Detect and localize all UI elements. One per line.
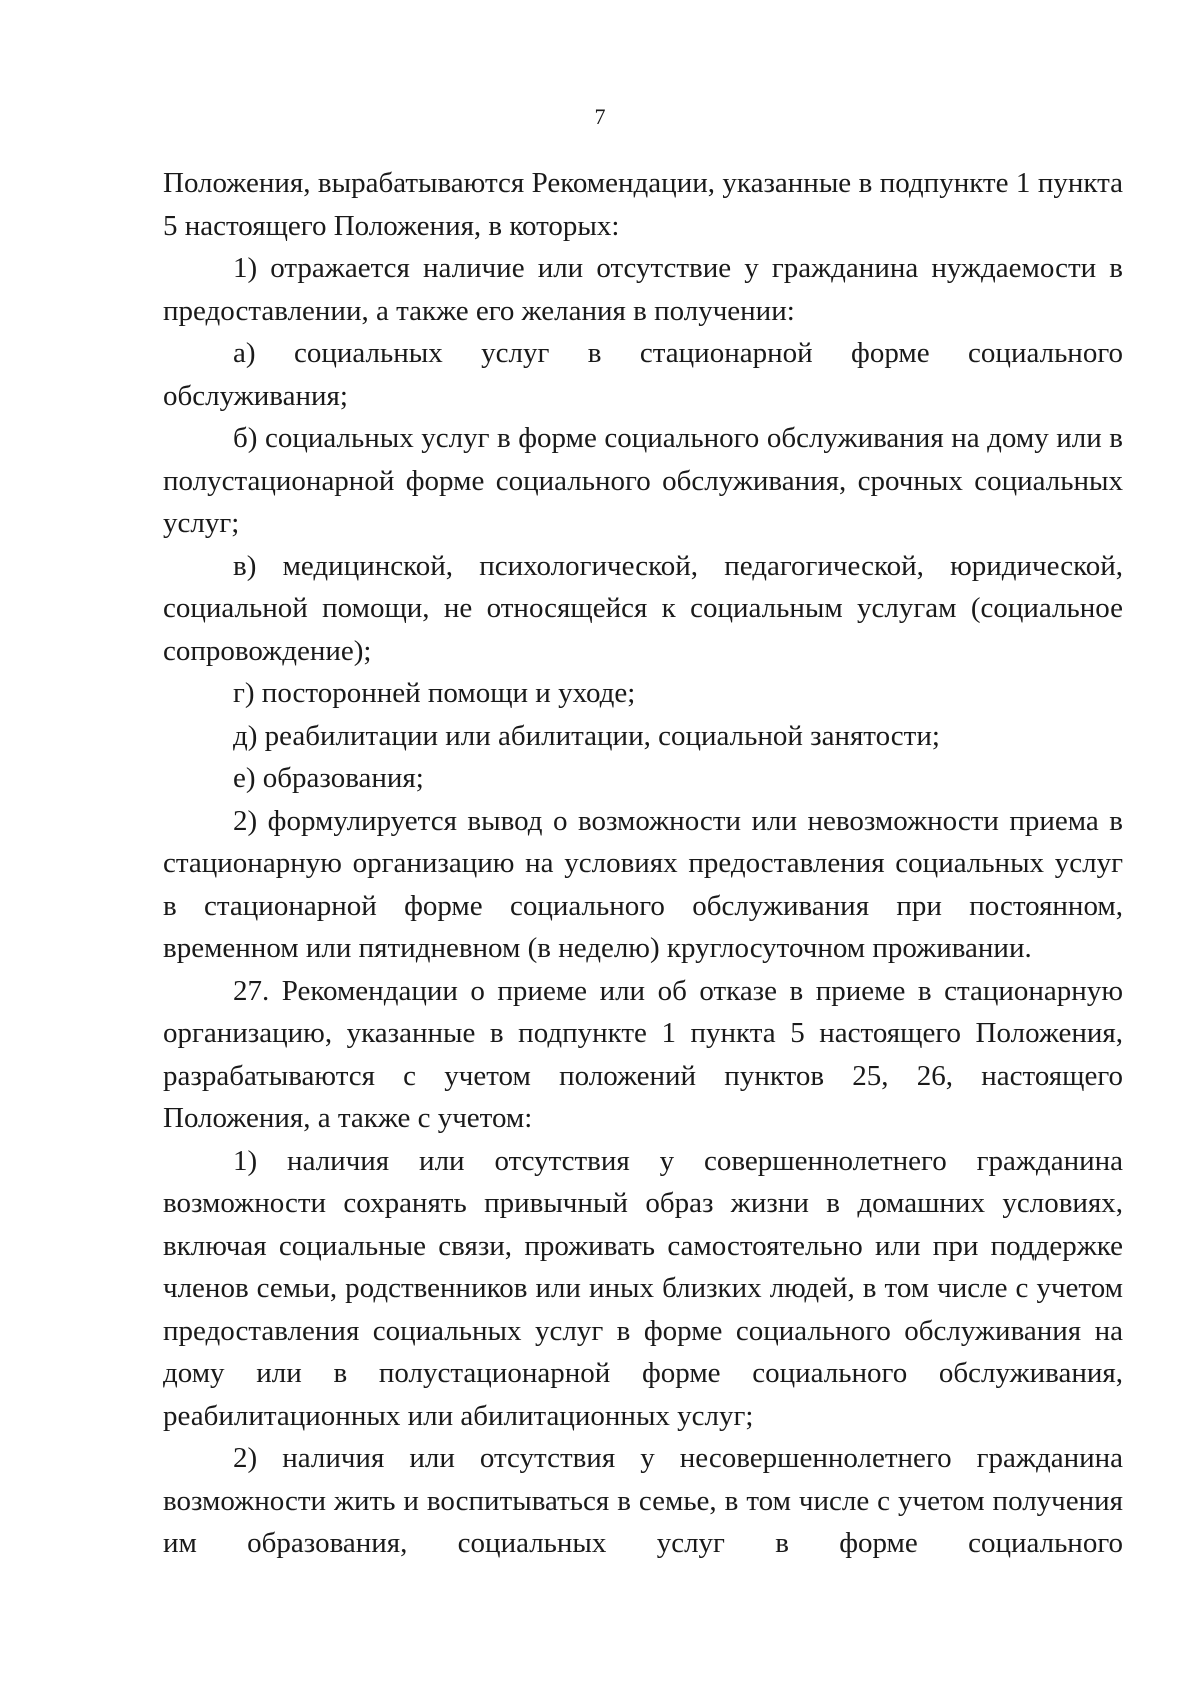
paragraph-clause-27-item-2: 2) наличия или отсутствия у несовершеннолетнего гражданина возможности жить и воспитываться в семье, в том числе с учетом получения им образования, социальных услуг в форме социального: [163, 1442, 1123, 1559]
paragraph-item-1: 1) отражается наличие или отсутствие у гражданина нуждаемости в предоставлении, а также его желания в получении:: [163, 252, 1123, 327]
paragraph-subitem-g: г) посторонней помощи и уходе;: [233, 677, 636, 709]
paragraph-subitem-d: д) реабилитации или абилитации, социальной занятости;: [233, 719, 940, 752]
paragraph-subitem-v: в) медицинской, психологической, педагогической, юридической, социальной помощи, не относящейся к социальным услугам (социальное сопровождение);: [163, 549, 1123, 667]
paragraph-subitem-b: б) социальных услуг в форме социального обслуживания на дому или в полустационарной форме социального обслуживания, срочных социальных услуг;: [163, 422, 1123, 539]
paragraph-subitem-a: а) социальных услуг в стационарной форме социального обслуживания;: [163, 337, 1123, 412]
paragraph-item-2: 2) формулируется вывод о возможности или невозможности приема в стационарную организацию на условиях предоставления социальных услуг в стационарной форме социального обслуживания при постоянном, временном или пятидневном (в неделю) круглосуточном проживании.: [163, 804, 1123, 964]
page-number: 7: [594, 104, 606, 129]
paragraph-subitem-e: е) образования;: [233, 762, 424, 794]
paragraph-continuation: Положения, вырабатываются Рекомендации, указанные в подпункте 1 пункта 5 настоящего Положения, в которых:: [163, 167, 1123, 242]
document-body: [163, 162, 1123, 1565]
paragraph-clause-27: 27. Рекомендации о приеме или об отказе в приеме в стационарную организацию, указанные в подпункте 1 пункта 5 настоящего Положения, разрабатываются с учетом положений пунктов 25, 26, настоящего Положения, а также с учетом:: [163, 974, 1123, 1134]
paragraph-clause-27-item-1: 1) наличия или отсутствия у совершеннолетнего гражданина возможности сохранять привычный образ жизни в домашних условиях, включая социальные связи, проживать самостоятельно или при поддержке членов семьи, родственников или иных близких людей, в том числе с учетом предоставления социальных услуг в форме социального обслуживания на дому или в полустационарной форме социального обслуживания, реабилитационных или абилитационных услуг;: [163, 1144, 1123, 1432]
